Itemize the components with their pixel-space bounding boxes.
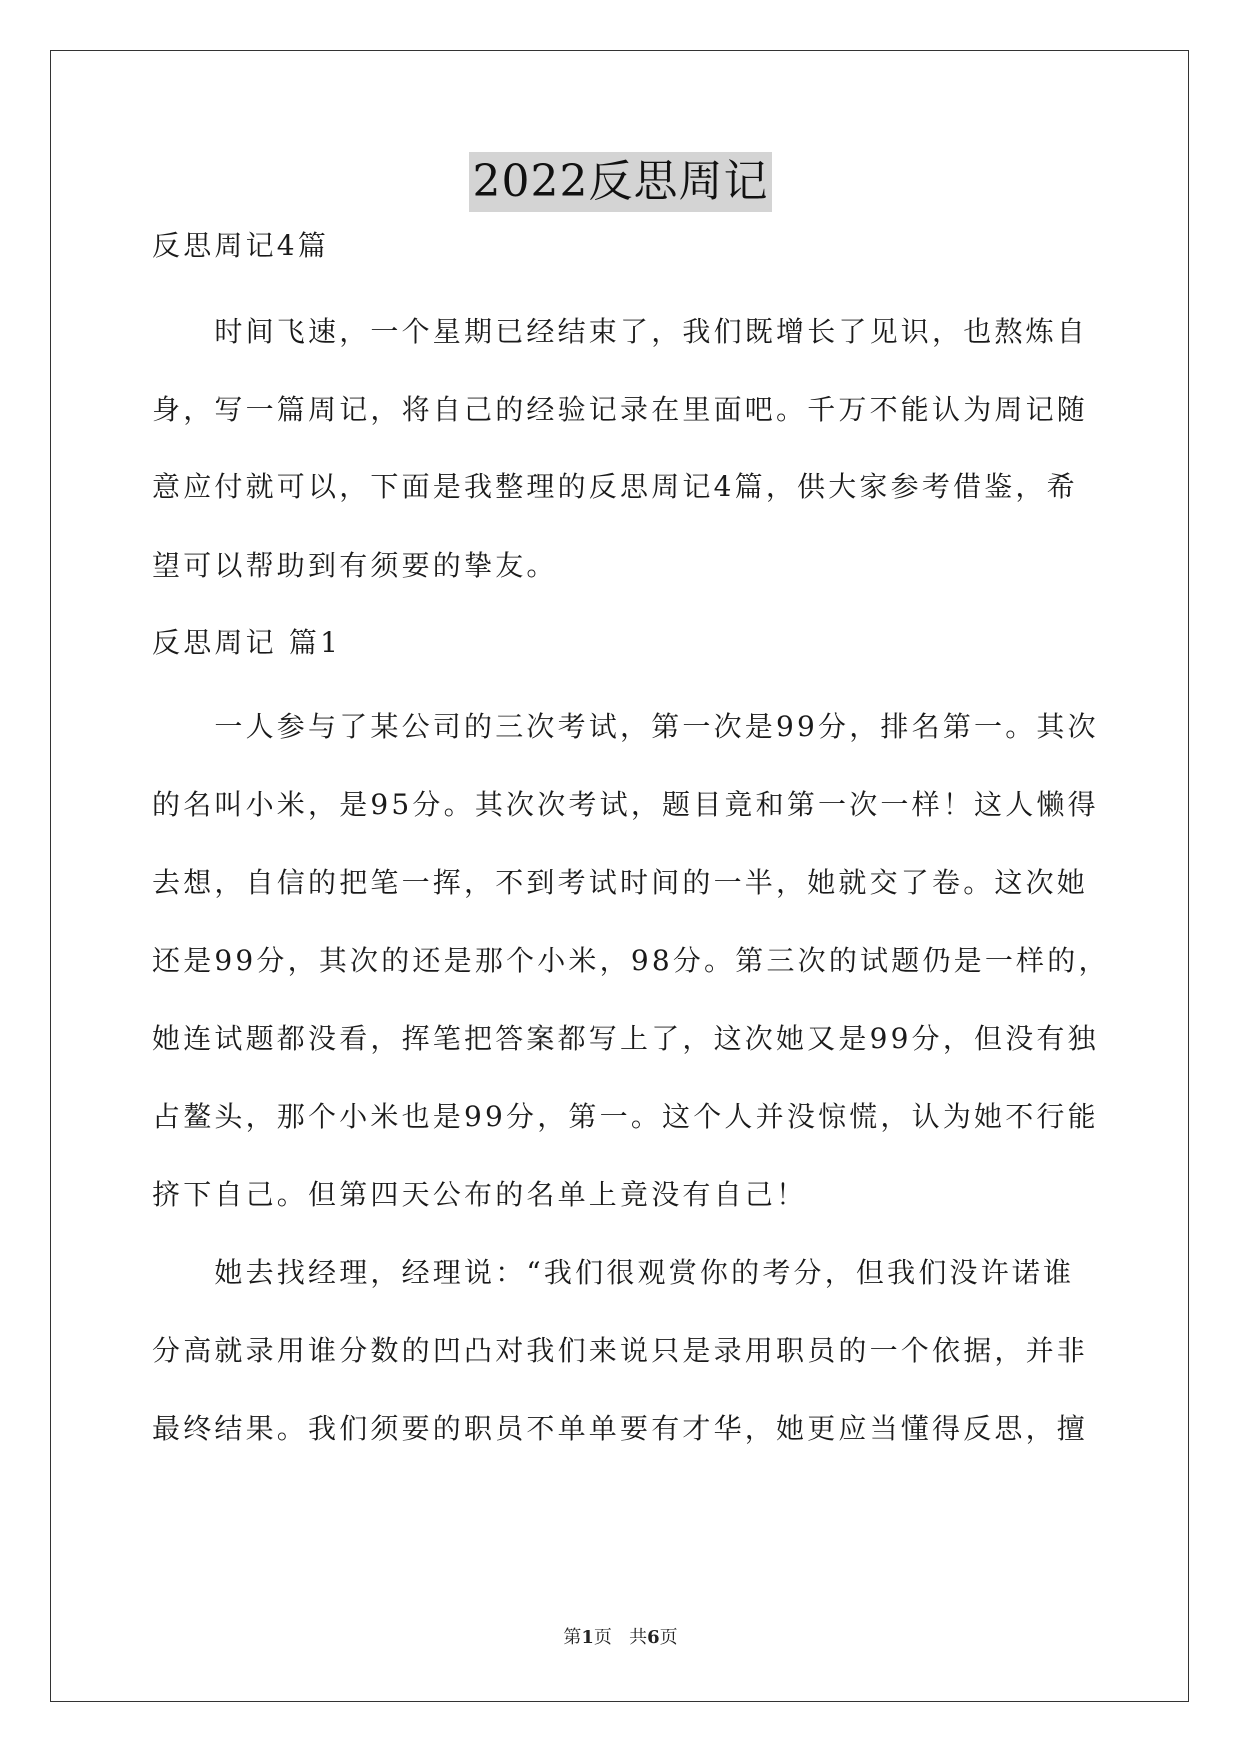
footer-mid: 页 共 [593,1627,648,1648]
paragraph-line: 身，写一篇周记，将自己的经验记录在里面吧。千万不能认为周记随 [152,393,1089,426]
paragraph-line: 一人参与了某公司的三次考试，第一次是99分，排名第一。其次 [152,710,1099,743]
section-heading: 反思周记 篇1 [152,626,342,659]
paragraph-line: 的名叫小米，是95分。其次次考试，题目竟和第一次一样！这人懒得 [152,788,1099,821]
paragraph-line: 望可以帮助到有须要的挚友。 [152,549,558,582]
paragraph-line: 分高就录用谁分数的凹凸对我们来说只是录用职员的一个依据，并非 [152,1334,1089,1367]
paragraph-line: 去想，自信的把笔一挥，不到考试时间的一半，她就交了卷。这次她 [152,866,1089,899]
paragraph-line: 还是99分，其次的还是那个小米，98分。第三次的试题仍是一样的， [152,944,1110,977]
paragraph-line: 挤下自己。但第四天公布的名单上竟没有自己！ [152,1178,808,1211]
paragraph-line: 时间飞速，一个星期已经结束了，我们既增长了见识，也熬炼自 [152,315,1089,348]
footer-suffix: 页 [659,1627,678,1648]
paragraph-line: 她去找经理，经理说：“我们很观赏你的考分，但我们没许诺谁 [152,1256,1075,1289]
page-footer [0,1626,1241,1650]
subtitle-line: 反思周记4篇 [152,229,330,262]
paragraph-line: 她连试题都没看，挥笔把答案都写上了，这次她又是99分，但没有独 [152,1022,1099,1055]
title-wrap [0,152,1241,212]
paragraph-line: 意应付就可以，下面是我整理的反思周记4篇，供大家参考借鉴，希 [152,470,1078,503]
footer-total-pages: 6 [647,1627,660,1648]
paragraph-line: 占鳌头，那个小米也是99分，第一。这个人并没惊慌，认为她不行能 [152,1100,1099,1133]
footer-prefix: 第 [563,1627,582,1648]
document-title: 2022反思周记 [469,152,773,212]
footer-page-number: 1 [581,1627,594,1648]
paragraph-line: 最终结果。我们须要的职员不单单要有才华，她更应当懂得反思，擅 [152,1412,1089,1445]
